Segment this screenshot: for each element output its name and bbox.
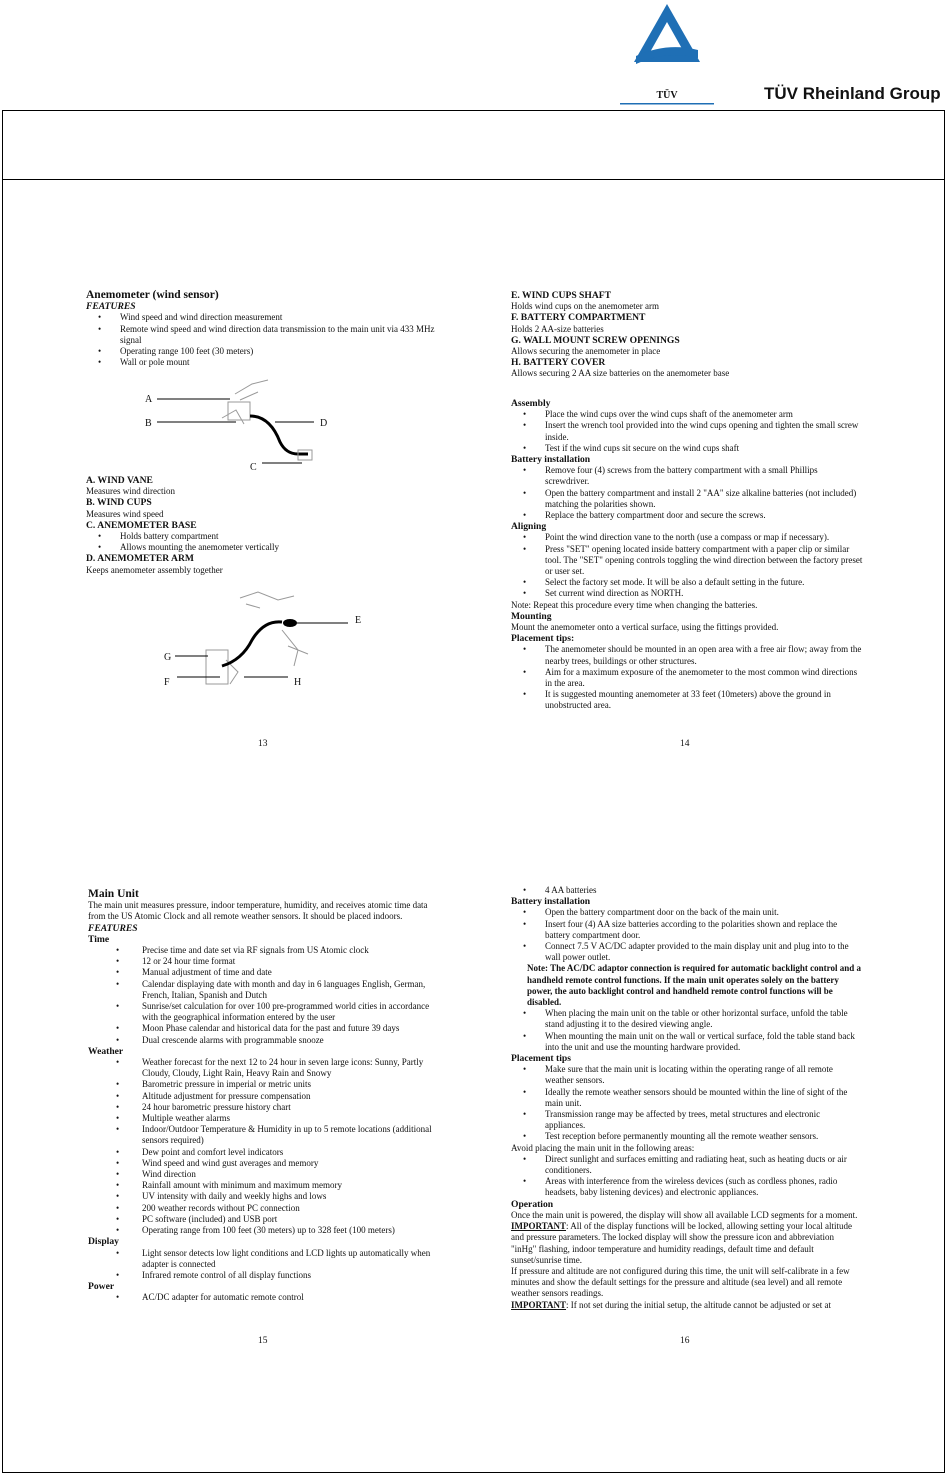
avoid-list (511, 1154, 861, 1199)
list-item: • Rainfall amount with minimum and maximum memory (142, 1180, 438, 1191)
list-item: • Holds battery compartment (120, 531, 446, 542)
label-c: C (250, 462, 257, 473)
list-item: • Operating range 100 feet (30 meters) (120, 346, 446, 357)
part-h-text: Allows securing 2 AA size batteries on the anemometer base (511, 368, 730, 379)
page-number: 16 (680, 1336, 690, 1346)
part-b-text: Measures wind speed (86, 508, 164, 519)
power-heading: Power (88, 1281, 115, 1293)
label-f: F (164, 677, 170, 688)
important-text: : All of the display functions will be locked, allowing setting your local altitude and pressure parameters. The locked display will show the pressure icon and abbreviation "inHg" flashing, indoor temperature and humidity readings, default time and default sunset/sunrise time. (511, 1221, 852, 1265)
section-title: Main Unit (88, 888, 139, 900)
part-e-heading: E. WIND CUPS SHAFT (511, 290, 612, 301)
operation-text: Once the main unit is powered, the display will show all available LCD segments for a moment. (511, 1209, 858, 1220)
important-paragraph-2 (511, 1300, 861, 1311)
list-item: • Wind direction (142, 1169, 438, 1180)
list-item: • Select the factory set mode. It will be also a default setting in the future. (545, 577, 863, 588)
time-heading: Time (88, 933, 110, 945)
label-d: D (320, 418, 328, 429)
part-h-heading: H. BATTERY COVER (511, 357, 606, 369)
page-13-parts (86, 475, 446, 576)
battery-heading: Battery installation (511, 454, 591, 466)
aligning-heading: Aligning (511, 521, 547, 533)
list-item: • Replace the battery compartment door and secure the screws. (545, 510, 863, 521)
power-list (88, 1292, 438, 1303)
page-15 (88, 889, 438, 1304)
section-title: Anemometer (wind sensor) (86, 289, 219, 301)
list-item: • 4 AA batteries (545, 885, 861, 896)
mounting-text: Mount the anemometer onto a vertical surface, using the fittings provided. (511, 622, 779, 633)
list-item: • Manual adjustment of time and date (142, 967, 438, 978)
page-13 (86, 290, 446, 368)
assembly-heading: Assembly (511, 398, 551, 409)
battery-list (511, 465, 863, 521)
placement-list (511, 644, 863, 711)
list-item: • Point the wind direction vane to the north (use a compass or map if necessary). (545, 532, 863, 543)
part-f-heading: F. BATTERY COMPARTMENT (511, 312, 646, 324)
list-item: • Press "SET" opening located inside battery compartment with a paper clip or similar tool. The "SET" opening controls toggling the wind direction between the factory preset or user set. (545, 544, 863, 578)
important-paragraph-1 (511, 1221, 861, 1266)
list-item: • Ideally the remote weather sensors should be mounted within the line of sight of the main unit. (545, 1087, 861, 1109)
list-item: • Moon Phase calendar and historical data for the past and future 39 days (142, 1023, 438, 1034)
list-item: • Wind speed and wind gust averages and memory (142, 1158, 438, 1169)
avoid-text: Avoid placing the main unit in the following areas: (511, 1142, 695, 1153)
list-item: • Transmission range may be affected by trees, metal structures and electronic appliances. (545, 1109, 861, 1131)
time-list (88, 945, 438, 1046)
list-item: • Connect 7.5 V AC/DC adapter provided to the main display unit and plug into to the wall power outlet. (545, 941, 861, 963)
brand-name: TÜV Rheinland Group (764, 84, 941, 103)
operation-heading: Operation (511, 1198, 554, 1210)
important-label: IMPORTANT (511, 1299, 567, 1310)
battery-list (511, 907, 861, 963)
page-14 (511, 290, 863, 380)
label-g: G (164, 652, 172, 663)
list-item: • Test reception before permanently mounting all the remote weather sensors. (545, 1131, 861, 1142)
list-item: • Remote wind speed and wind direction data transmission to the main unit via 433 MHz signal (120, 324, 446, 346)
list-item: • Aim for a maximum exposure of the anemometer to the most common wind directions in the area. (545, 667, 863, 689)
header-divider (2, 179, 945, 180)
triangle-logo-icon (634, 4, 700, 64)
list-item: • Allows mounting the anemometer vertically (120, 542, 446, 553)
list-item: • It is suggested mounting anemometer at 33 feet (10meters) above the ground in unobstructed area. (545, 689, 863, 711)
list-item: • Infrared remote control of all display functions (142, 1270, 438, 1281)
page-number: 13 (258, 739, 268, 749)
important-text: : If not set during the initial setup, the altitude cannot be adjusted or set at (566, 1299, 831, 1310)
list-item: • Sunrise/set calculation for over 100 pre-programmed world cities in accordance with the geographical information entered by the user (142, 1001, 438, 1023)
part-d-heading: D. ANEMOMETER ARM (86, 553, 194, 565)
features-label: FEATURES (86, 301, 136, 313)
features-label: FEATURES (88, 922, 138, 934)
page-number: 15 (258, 1336, 268, 1346)
list-item: • Light sensor detects low light conditions and LCD lights up automatically when adapter is connected (142, 1248, 438, 1270)
list-item: • Calendar displaying date with month and day in 6 languages English, German, French, Italian, Spanish and Dutch (142, 979, 438, 1001)
list-item: • The anemometer should be mounted in an open area with a free air flow; away from the nearby trees, buildings or other structures. (545, 644, 863, 666)
list-item: • Make sure that the main unit is locating within the operating range of all remote weather sensors. (545, 1064, 861, 1086)
part-g-text: Allows securing the anemometer in place (511, 346, 661, 357)
intro-text: The main unit measures pressure, indoor temperature, humidity, and receives atomic time data from the US Atomic Clock and all remote weather sensors. It should be placed indoors. (88, 900, 428, 922)
list-item: • PC software (included) and USB port (142, 1214, 438, 1225)
page-number: 14 (680, 739, 690, 749)
list-item: • Remove four (4) screws from the battery compartment with a small Phillips screwdriver. (545, 465, 863, 487)
features-list (86, 312, 446, 368)
power-items-list (511, 885, 861, 896)
list-item: • Dual crescende alarms with programmable snooze (142, 1035, 438, 1046)
list-item: • Dew point and comfort level indicators (142, 1147, 438, 1158)
display-list (88, 1248, 438, 1282)
aligning-list (511, 532, 863, 599)
anemometer-diagram-2 (160, 588, 370, 698)
list-item: • Multiple weather alarms (142, 1113, 438, 1124)
list-item: • Insert four (4) AA size batteries according to the polarities shown and replace the battery compartment door. (545, 919, 861, 941)
battery-list-2 (511, 1008, 861, 1053)
part-c-list (86, 531, 446, 553)
placement-heading: Placement tips: (511, 633, 575, 645)
list-item: • 200 weather records without PC connection (142, 1203, 438, 1214)
calibration-text: If pressure and altitude are not configured during this time, the unit will self-calibrate in a few minutes and show the default settings for the pressure and altitude (sea level) and all remote weather sensors readings. (511, 1265, 850, 1299)
list-item: • AC/DC adapter for automatic remote control (142, 1292, 438, 1303)
weather-heading: Weather (88, 1045, 124, 1057)
list-item: • Weather forecast for the next 12 to 24 hour in seven large icons: Sunny, Partly Cloudy, Cloudy, Light Rain, Heavy Rain and Snowy (142, 1057, 438, 1079)
page-16 (511, 885, 861, 1311)
label-h: H (294, 677, 302, 688)
part-a-text: Measures wind direction (86, 486, 175, 497)
display-heading: Display (88, 1236, 119, 1248)
weather-list (88, 1057, 438, 1236)
part-d-text: Keeps anemometer assembly together (86, 564, 223, 575)
list-item: • Altitude adjustment for pressure compensation (142, 1091, 438, 1102)
part-c-heading: C. ANEMOMETER BASE (86, 519, 197, 531)
logo-wordmark: TÜV (656, 90, 678, 101)
list-item: • Open the battery compartment door on the back of the main unit. (545, 907, 861, 918)
list-item: • Open the battery compartment and install 2 "AA" size alkaline batteries (not included) matching the polarities shown. (545, 488, 863, 510)
note-text: Note: Repeat this procedure every time when changing the batteries. (511, 599, 758, 610)
battery-heading: Battery installation (511, 896, 591, 908)
anemometer-diagram-1 (140, 372, 340, 480)
label-e: E (355, 615, 362, 626)
part-f-text: Holds 2 AA-size batteries (511, 323, 604, 334)
part-g-heading: G. WALL MOUNT SCREW OPENINGS (511, 334, 680, 346)
list-item: • Direct sunlight and surfaces emitting and radiating heat, such as heating ducts or air conditioners. (545, 1154, 861, 1176)
list-item: • 24 hour barometric pressure history chart (142, 1102, 438, 1113)
placement-list (511, 1064, 861, 1142)
label-a: A (145, 394, 153, 405)
list-item: • Operating range from 100 feet (30 meters) up to 328 feet (100 meters) (142, 1225, 438, 1236)
list-item: • Test if the wind cups sit secure on the wind cups shaft (545, 443, 863, 454)
assembly-list (511, 409, 863, 454)
adapter-note: Note: The AC/DC adaptor connection is required for automatic backlight control and a handheld remote control functions. If the main unit operates solely on the battery power, the auto backlight control and handheld remote control functions will be disabled. (527, 963, 862, 1008)
page-14-instructions (511, 398, 863, 712)
list-item: • Set current wind direction as NORTH. (545, 588, 863, 599)
label-b: B (145, 418, 152, 429)
list-item: • When placing the main unit on the table or other horizontal surface, unfold the table stand adjusting it to the desired viewing angle. (545, 1008, 861, 1030)
list-item: • UV intensity with daily and weekly highs and lows (142, 1191, 438, 1202)
list-item: • Precise time and date set via RF signals from US Atomic clock (142, 945, 438, 956)
part-e-text: Holds wind cups on the anemometer arm (511, 301, 659, 312)
list-item: • Barometric pressure in imperial or metric units (142, 1079, 438, 1090)
list-item: • When mounting the main unit on the wall or vertical surface, fold the table stand back into the unit and use the mounting hardware provided. (545, 1031, 861, 1053)
part-b-heading: B. WIND CUPS (86, 497, 152, 509)
list-item: • Areas with interference from the wireless devices (such as cordless phones, radio headsets, baby listening devices) and electronic appliances. (545, 1176, 861, 1198)
list-item: • 12 or 24 hour time format (142, 956, 438, 967)
mounting-heading: Mounting (511, 610, 552, 622)
list-item: • Place the wind cups over the wind cups shaft of the anemometer arm (545, 409, 863, 420)
placement-heading: Placement tips (511, 1053, 571, 1065)
list-item: • Insert the wrench tool provided into the wind cups opening and tighten the small screw inside. (545, 420, 863, 442)
list-item: • Indoor/Outdoor Temperature & Humidity in up to 5 remote locations (additional sensors required) (142, 1124, 438, 1146)
important-label: IMPORTANT (511, 1221, 567, 1232)
tuv-logo (612, 2, 722, 108)
list-item: • Wind speed and wind direction measurement (120, 312, 446, 323)
part-a-heading: A. WIND VANE (86, 475, 153, 486)
list-item: • Wall or pole mount (120, 357, 446, 368)
